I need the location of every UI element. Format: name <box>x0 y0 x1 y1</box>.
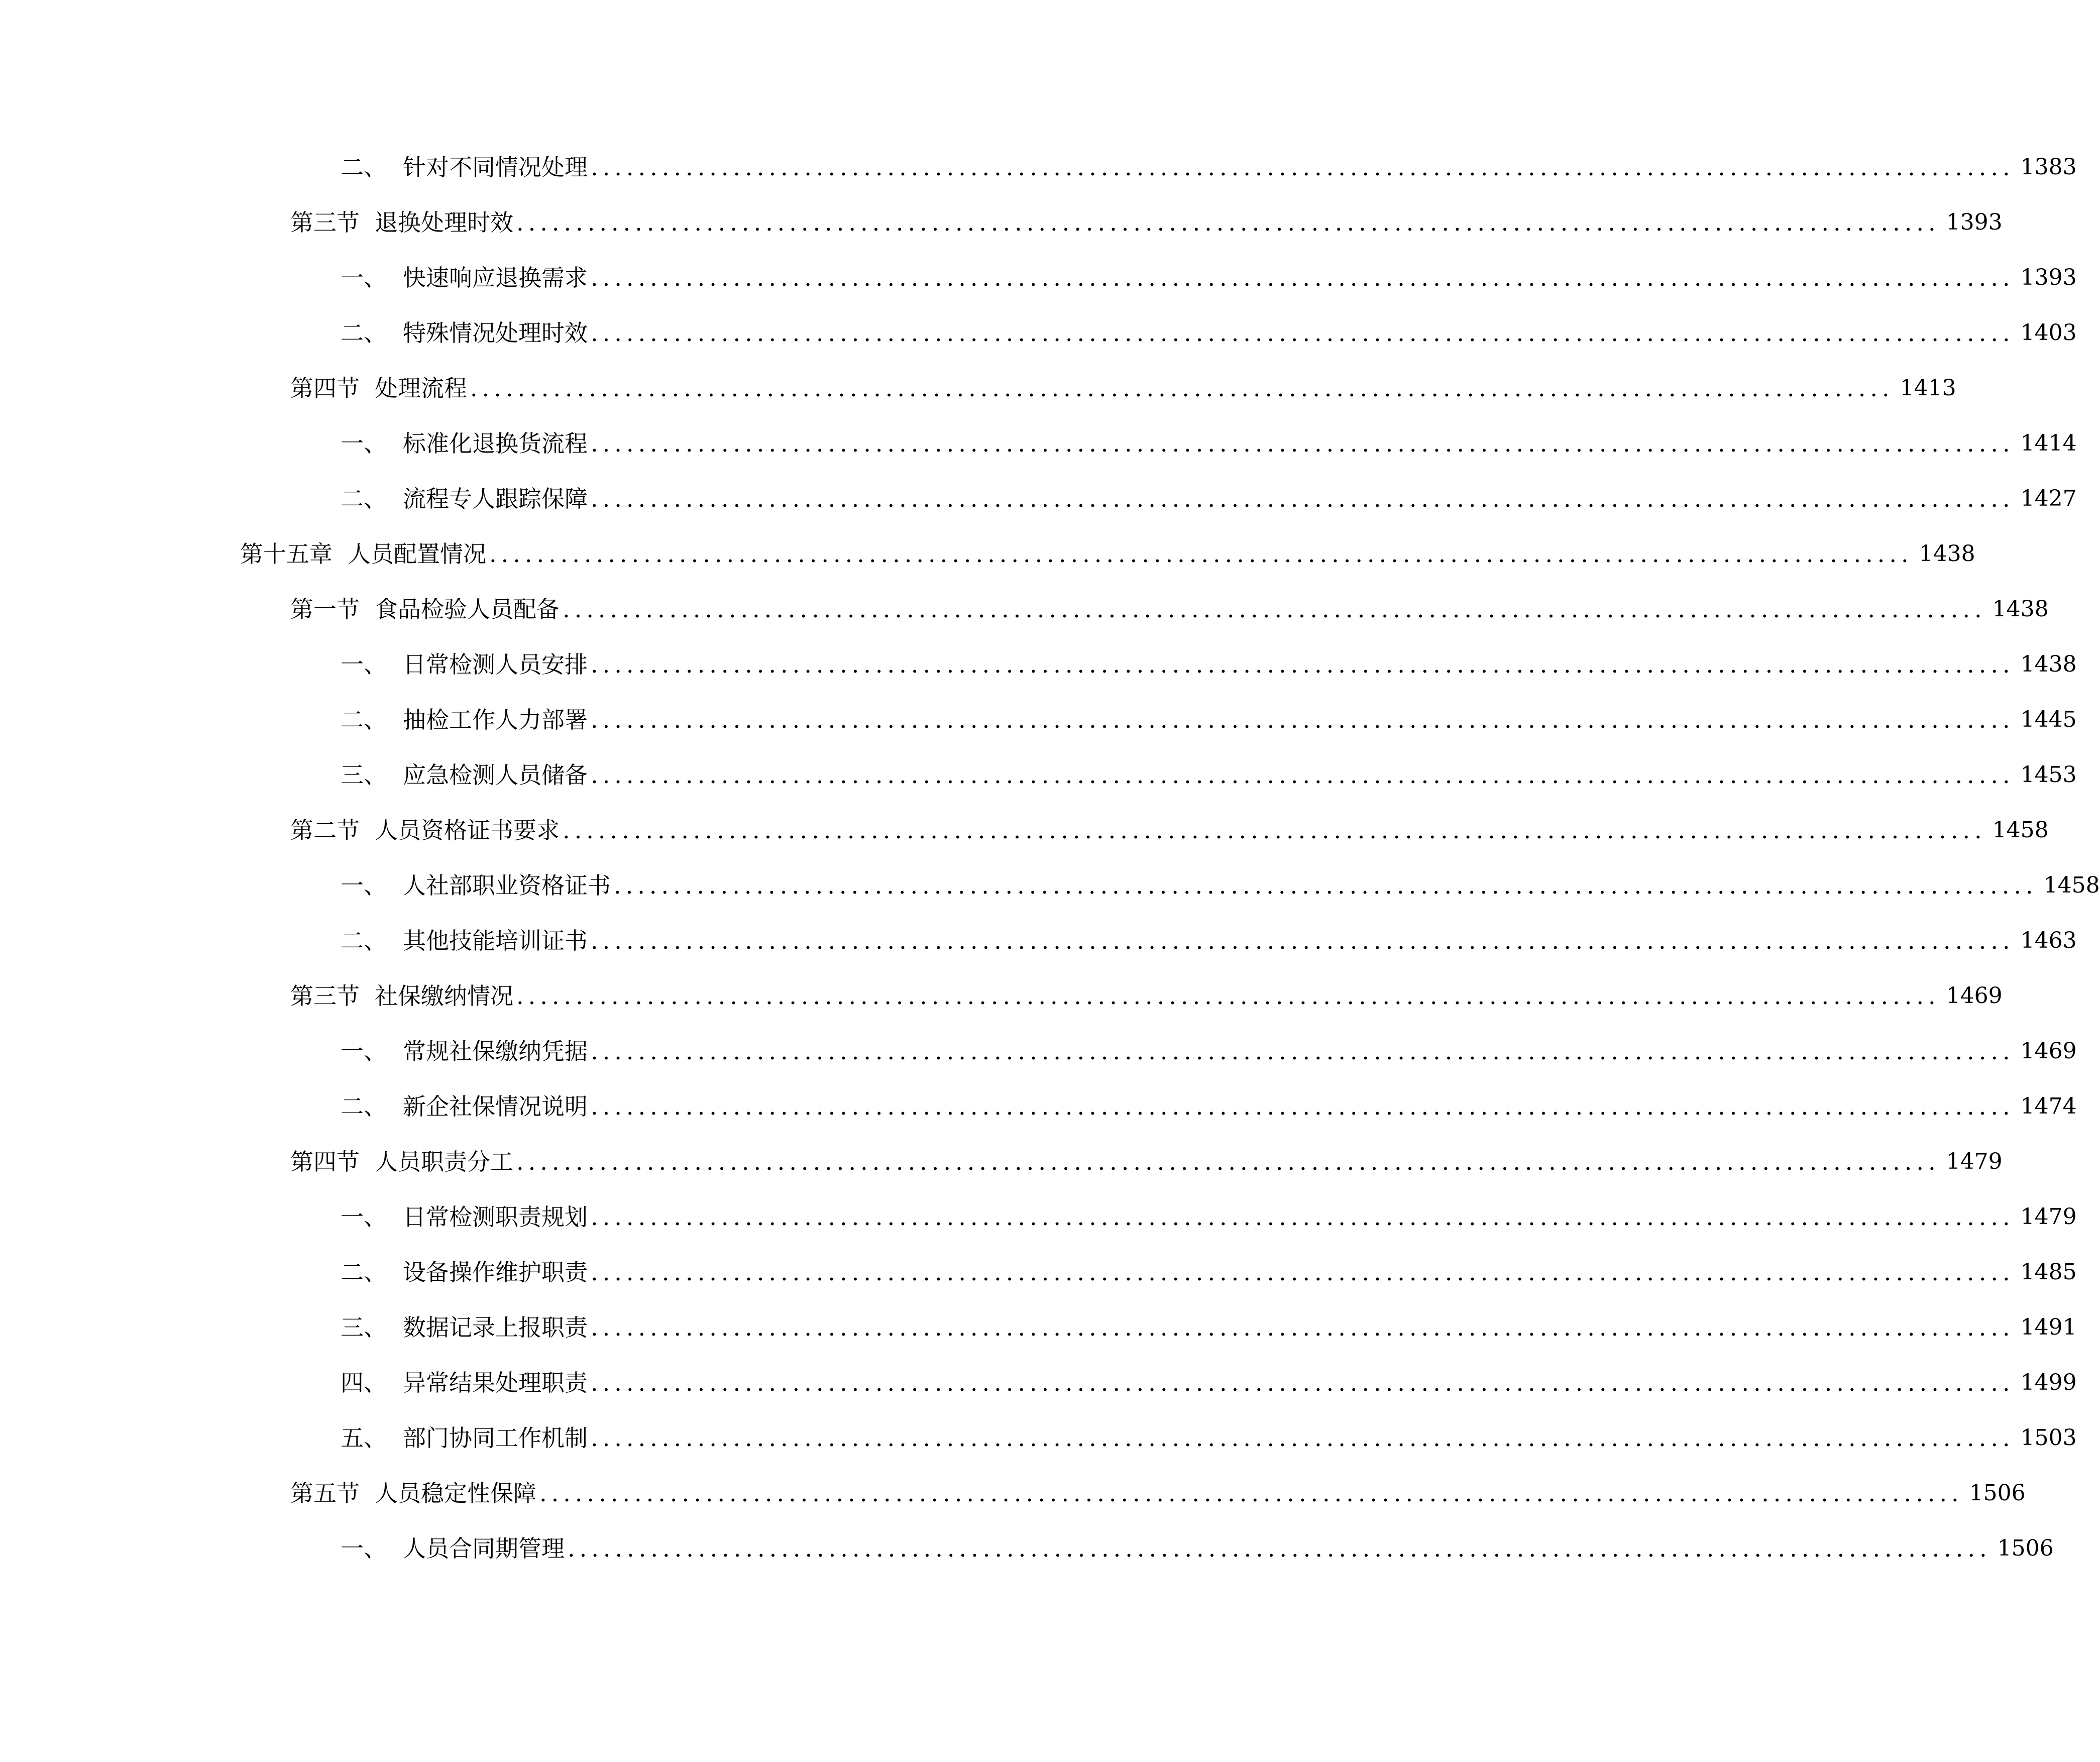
toc-entry-title: 异常结果处理职责 <box>403 1369 588 1396</box>
toc-entry[interactable] <box>290 1473 2026 1513</box>
toc-dot-leader: ........................................................................................................................ <box>591 1093 2015 1120</box>
toc-entry-title: 抽检工作人力部署 <box>403 706 588 733</box>
toc-entry-number: 一、 <box>341 264 387 291</box>
toc-entry-title: 处理流程 <box>375 375 467 402</box>
toc-entry-title: 特殊情况处理时效 <box>403 319 588 347</box>
toc-entry-number: 一、 <box>341 1203 387 1231</box>
toc-entry[interactable] <box>341 147 2077 187</box>
toc-entry-number: 第四节 <box>290 1148 360 1175</box>
toc-entry-number: 三、 <box>341 1314 387 1341</box>
toc-entry-title: 应急检测人员储备 <box>403 761 588 789</box>
toc-entry-number: 二、 <box>341 1093 387 1120</box>
toc-dot-leader: ........................................................................................................................ <box>516 209 1940 236</box>
toc-entry-title: 新企社保情况说明 <box>403 1093 588 1120</box>
toc-entry-page: 1479 <box>1946 1149 2003 1174</box>
toc-entry-number: 第三节 <box>290 209 360 236</box>
toc-dot-leader: ........................................................................................................................ <box>591 761 2015 789</box>
toc-entry[interactable] <box>341 755 2077 795</box>
toc-entry-number: 一、 <box>341 1535 387 1562</box>
toc-entry-page: 1479 <box>2020 1204 2077 1230</box>
toc-entry-number: 一、 <box>341 651 387 678</box>
toc-entry-number: 三、 <box>341 761 387 789</box>
toc-entry-title: 设备操作维护职责 <box>403 1259 588 1286</box>
toc-dot-leader: ........................................................................................................................ <box>563 817 1986 844</box>
toc-entry-title: 日常检测人员安排 <box>403 651 588 678</box>
toc-entry-number: 二、 <box>341 485 387 512</box>
toc-entry-page: 1438 <box>2020 651 2077 677</box>
toc-dot-leader: ........................................................................................................................ <box>568 1535 1992 1562</box>
toc-entry[interactable] <box>341 865 2100 906</box>
toc-entry[interactable] <box>341 1031 2077 1071</box>
toc-entry[interactable] <box>290 589 2049 629</box>
toc-entry-title: 针对不同情况处理 <box>403 154 588 181</box>
toc-entry-page: 1474 <box>2020 1093 2077 1119</box>
toc-entry-page: 1458 <box>1992 817 2049 843</box>
toc-dot-leader: ........................................................................................................................ <box>591 1203 2015 1231</box>
toc-entry-page: 1499 <box>2020 1370 2077 1395</box>
toc-dot-leader: ........................................................................................................................ <box>591 485 2015 512</box>
toc-entry-number: 第二节 <box>290 817 360 844</box>
toc-entry-title: 人社部职业资格证书 <box>403 872 611 899</box>
toc-dot-leader: ........................................................................................................................ <box>516 1148 1940 1175</box>
toc-entry-page: 1403 <box>2020 320 2077 346</box>
toc-entry-page: 1469 <box>2020 1038 2077 1064</box>
toc-entry-title: 数据记录上报职责 <box>403 1314 588 1341</box>
toc-dot-leader: ........................................................................................................................ <box>470 375 1894 402</box>
toc-entry-number: 五、 <box>341 1424 387 1452</box>
toc-dot-leader: ........................................................................................................................ <box>591 1424 2015 1452</box>
toc-entry-title: 常规社保缴纳凭据 <box>403 1038 588 1065</box>
toc-dot-leader: ........................................................................................................................ <box>591 706 2015 733</box>
toc-entry[interactable] <box>290 810 2049 850</box>
toc-entry-page: 1491 <box>2020 1314 2077 1340</box>
toc-dot-leader: ........................................................................................................................ <box>591 319 2015 347</box>
toc-entry-page: 1438 <box>1992 596 2049 622</box>
toc-entry[interactable] <box>341 1086 2077 1127</box>
toc-dot-leader: ........................................................................................................................ <box>591 264 2015 291</box>
toc-entry[interactable] <box>341 1418 2077 1458</box>
toc-entry-page: 1503 <box>2020 1425 2077 1451</box>
toc-entry-number: 第三节 <box>290 982 360 1010</box>
toc-entry-title: 社保缴纳情况 <box>375 982 513 1010</box>
toc-entry-title: 部门协同工作机制 <box>403 1424 588 1452</box>
toc-entry-number: 一、 <box>341 1038 387 1065</box>
toc-entry[interactable] <box>240 534 1975 574</box>
toc-entry[interactable] <box>341 258 2077 298</box>
toc-entry[interactable] <box>290 202 2003 243</box>
toc-entry[interactable] <box>341 1528 2054 1569</box>
toc-entry-page: 1413 <box>1900 375 1956 401</box>
toc-entry-number: 二、 <box>341 319 387 347</box>
toc-entry-page: 1463 <box>2020 928 2077 953</box>
toc-entry[interactable] <box>341 313 2077 353</box>
toc-dot-leader: ........................................................................................................................ <box>516 982 1940 1010</box>
toc-dot-leader: ........................................................................................................................ <box>591 1314 2015 1341</box>
toc-entry-page: 1393 <box>1946 209 2003 235</box>
toc-entry-number: 第十五章 <box>240 540 333 568</box>
toc-entry[interactable] <box>341 921 2077 961</box>
toc-entry-title: 快速响应退换需求 <box>403 264 588 291</box>
toc-dot-leader: ........................................................................................................................ <box>563 596 1986 623</box>
toc-entry-number: 二、 <box>341 927 387 954</box>
toc-entry-number: 一、 <box>341 430 387 457</box>
toc-entry-number: 二、 <box>341 1259 387 1286</box>
toc-entry[interactable] <box>290 1142 2003 1182</box>
toc-entry-title: 标准化退换货流程 <box>403 430 588 457</box>
toc-entry-page: 1485 <box>2020 1259 2077 1285</box>
toc-entry-number: 第一节 <box>290 596 360 623</box>
toc-entry-number: 二、 <box>341 706 387 733</box>
toc-entry[interactable] <box>341 479 2077 519</box>
toc-entry[interactable] <box>290 368 1956 408</box>
toc-entry-title: 人员职责分工 <box>375 1148 513 1175</box>
toc-entry-page: 1383 <box>2020 154 2077 180</box>
toc-entry[interactable] <box>290 976 2003 1016</box>
toc-entry-title: 人员资格证书要求 <box>375 817 560 844</box>
toc-dot-leader: ........................................................................................................................ <box>591 651 2015 678</box>
toc-entry-page: 1414 <box>2020 430 2077 456</box>
toc-entry-title: 人员配置情况 <box>348 540 486 568</box>
toc-entry-title: 退换处理时效 <box>375 209 513 236</box>
toc-dot-leader: ........................................................................................................................ <box>539 1480 1963 1507</box>
toc-entry-page: 1506 <box>1969 1480 2026 1506</box>
toc-entry[interactable] <box>341 1307 2077 1348</box>
toc-entry-number: 第五节 <box>290 1480 360 1507</box>
toc-entry-page: 1453 <box>2020 762 2077 788</box>
toc-entry-number: 四、 <box>341 1369 387 1396</box>
toc-entry-title: 人员稳定性保障 <box>375 1480 536 1507</box>
toc-entry-title: 食品检验人员配备 <box>375 596 560 623</box>
toc-entry-title: 人员合同期管理 <box>403 1535 565 1562</box>
toc-entry[interactable] <box>341 644 2077 685</box>
toc-dot-leader: ........................................................................................................................ <box>614 872 2038 899</box>
toc-dot-leader: ........................................................................................................................ <box>591 430 2015 457</box>
toc-entry-page: 1427 <box>2020 486 2077 511</box>
toc-entry-title: 其他技能培训证书 <box>403 927 588 954</box>
toc-entry-number: 一、 <box>341 872 387 899</box>
toc-entry-number: 第四节 <box>290 375 360 402</box>
toc-entry-page: 1438 <box>1919 541 1975 567</box>
toc-entry-page: 1506 <box>1997 1535 2054 1561</box>
toc-entry-title: 流程专人跟踪保障 <box>403 485 588 512</box>
toc-entry[interactable] <box>341 1363 2077 1403</box>
toc-entry-page: 1445 <box>2020 707 2077 732</box>
toc-dot-leader: ........................................................................................................................ <box>591 927 2015 954</box>
toc-dot-leader: ........................................................................................................................ <box>489 540 1913 568</box>
toc-dot-leader: ........................................................................................................................ <box>591 154 2015 181</box>
toc-dot-leader: ........................................................................................................................ <box>591 1259 2015 1286</box>
toc-dot-leader: ........................................................................................................................ <box>591 1369 2015 1396</box>
toc-dot-leader: ........................................................................................................................ <box>591 1038 2015 1065</box>
toc-entry[interactable] <box>341 423 2077 464</box>
toc-entry[interactable] <box>341 1252 2077 1292</box>
toc-entry-page: 1393 <box>2020 265 2077 290</box>
toc-entry-title: 日常检测职责规划 <box>403 1203 588 1231</box>
toc-entry[interactable] <box>341 1197 2077 1237</box>
toc-entry-number: 二、 <box>341 154 387 181</box>
toc-entry-page: 1469 <box>1946 983 2003 1009</box>
toc-entry-page: 1458 <box>2043 872 2100 898</box>
toc-entry[interactable] <box>341 700 2077 740</box>
